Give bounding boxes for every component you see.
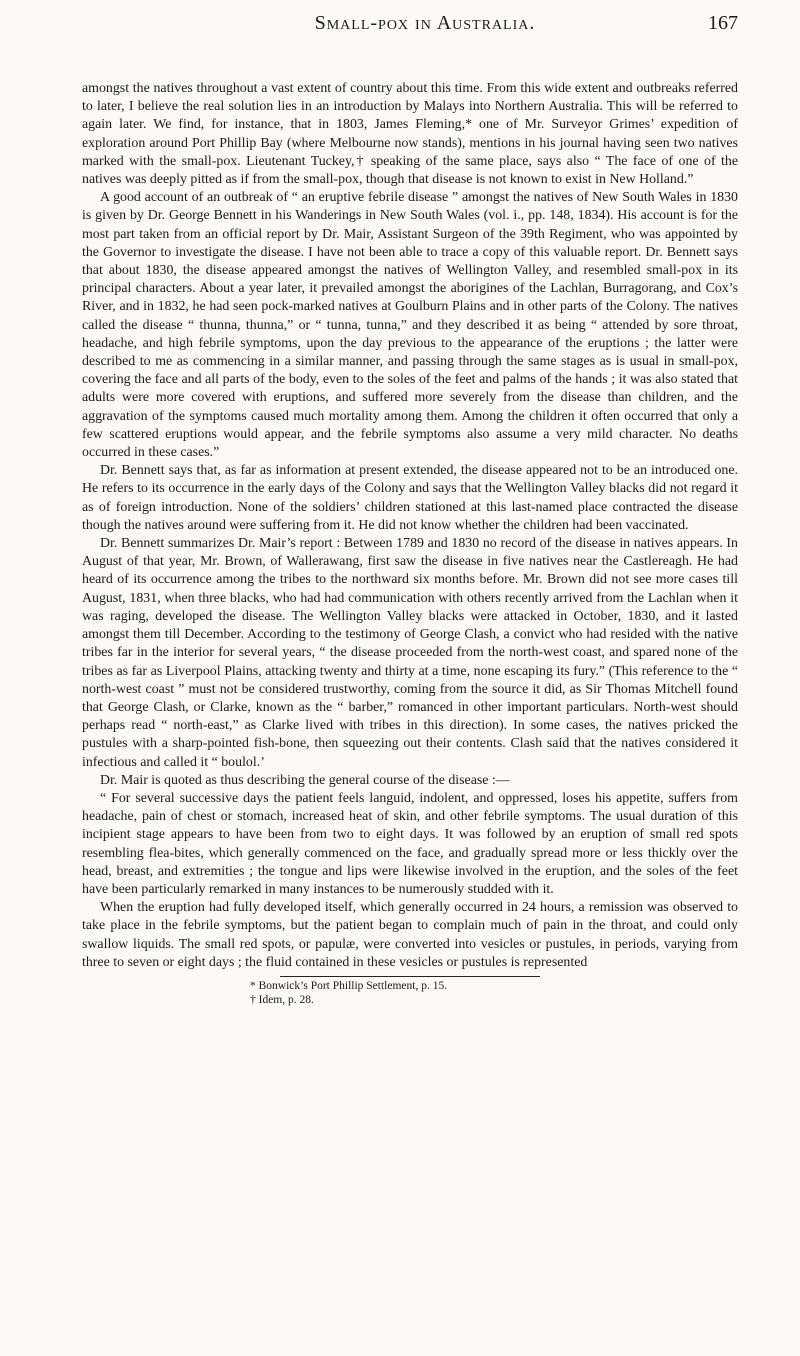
footnote-rule [280, 976, 540, 977]
page-number: 167 [708, 12, 738, 34]
paragraph: Dr. Bennett says that, as far as information at present extended, the disease appeared not to be an introduced one. He refers to its occurrence in the early days of the Colony and says that the Wellington Valley blacks did not regard it as of foreign introduction. None of the soldiers’ children stationed at this last-named place contracted the disease though the natives around were suffering from it. He did not know whether the children had been vaccinated. [82, 463, 738, 533]
footnote: † Idem, p. 28. [250, 993, 314, 1006]
footnote: * Bonwick’s Port Phillip Settlement, p. 15. [250, 979, 448, 992]
running-title: Small-pox in Australia. [314, 12, 536, 34]
running-head [82, 12, 738, 46]
paragraph: Dr. Bennett summarizes Dr. Mair’s report : Between 1789 and 1830 no record of the disease in natives appears. In August of that year, Mr. Brown, of Wallerawang, first saw the disease in five natives near the Castlereagh. He had heard of its occurrence among the tribes to the northward six months before. Mr. Brown did not see more cases till August, 1831, when three blacks, who had had communication with others recently arrived from the Lachlan when it was raging, developed the disease. The Wellington Valley blacks were attacked in October, 1830, and it lasted amongst them till December. According to the testimony of George Clash, a convict who had resided with the native tribes far in the interior for several years, “ the disease proceeded from the north-west coast, and spared none of the tribes as far as Liverpool Plains, attacking twenty and thirty at a time, none escaping its fury.” (This reference to the “ north-west coast ” must not be considered trustworthy, coming from the source it did, as Sir Thomas Mitchell found that George Clash, or Clarke, known as the “ barber,” romanced in other important particulars. North-west should perhaps read “ north-east,” as Clarke lived with tribes in this direction). In some cases, the natives pricked the pustules with a sharp-pointed fish-bone, then squeezing out their contents. Clash said that the natives considered it infectious and called it “ boulol.’ [82, 536, 738, 770]
paragraph: A good account of an outbreak of “ an eruptive febrile disease ” amongst the natives of New South Wales in 1830 is given by Dr. George Bennett in his Wanderings in New South Wales (vol. i., pp. 148, 1834). His account is for the most part taken from an official report by Dr. Mair, Assistant Surgeon of the 39th Regiment, who was appointed by the Governor to investigate the disease. I have not been able to trace a copy of this valuable report. Dr. Bennett says that about 1830, the disease appeared amongst the natives of Wellington Valley, and resembled small-pox in its principal characters. About a year later, it prevailed amongst the aborigines of the Lachlan, Burragorang, and Cox’s River, and in 1832, he had seen pock-marked natives at Goulburn Plains and in other parts of the Colony. The natives called the disease “ thunna, thunna,” or “ tunna, tunna,” and they described it as being “ attended by sore throat, headache, and high febrile symptoms, upon the day previous to the appearance of the eruptions ; the latter were described to me as commencing in a similar manner, and passing through the same stages as is usual in small-pox, covering the face and all parts of the body, even to the soles of the feet and palms of the hands ; it was also stated that adults were more covered with eruptions, and suffered more severely from the disease than children, and the aggravation of the symptoms caused much mortality among them. Among the children it often occurred that only a few scattered eruptions would appear, and the febrile symptoms also assume a very mild character. No deaths occurred in these cases.” [82, 190, 738, 461]
body-text [82, 80, 738, 972]
paragraph: When the eruption had fully developed itself, which generally occurred in 24 hours, a remission was observed to take place in the febrile symptoms, but the patient began to complain much of pain in the throat, and could only swallow liquids. The small red spots, or papulæ, were converted into vesicles or pustules, in periods, varying from three to seven or eight days ; the fluid contained in these vesicles or pustules is represented [82, 900, 738, 970]
paragraph: “ For several successive days the patient feels languid, indolent, and oppressed, loses his appetite, suffers from headache, pain of chest or stomach, increased heat of skin, and other febrile symptoms. The usual duration of this incipient stage appears to have been from two to eight days. It was followed by an eruption of small red spots resembling flea-bites, which generally commenced on the face, and gradually spread more or less thickly over the head, breast, and extremities ; the tongue and lips were likewise involved in the eruption, and the soles of the feet have been particularly remarked in many instances to be numerously studded with it. [82, 790, 738, 897]
paragraph: amongst the natives throughout a vast extent of country about this time. From this wide extent and outbreaks referred to later, I believe the real solution lies in an introduction by Malays into Northern Australia. This will be referred to again later. We find, for instance, that in 1803, James Fleming,* one of Mr. Surveyor Grimes’ expedition of exploration around Port Phillip Bay (where Melbourne now stands), mentions in his journal having seen two natives marked with the small-pox. Lieutenant Tuckey,† speaking of the same place, says also “ The face of one of the natives was deeply pitted as if from the small-pox, though that disease is not known to exist in New Holland.” [82, 81, 738, 188]
book-page [82, 12, 738, 1007]
paragraph: Dr. Mair is quoted as thus describing the general course of the disease :— [100, 772, 510, 788]
footnotes [82, 979, 738, 1007]
